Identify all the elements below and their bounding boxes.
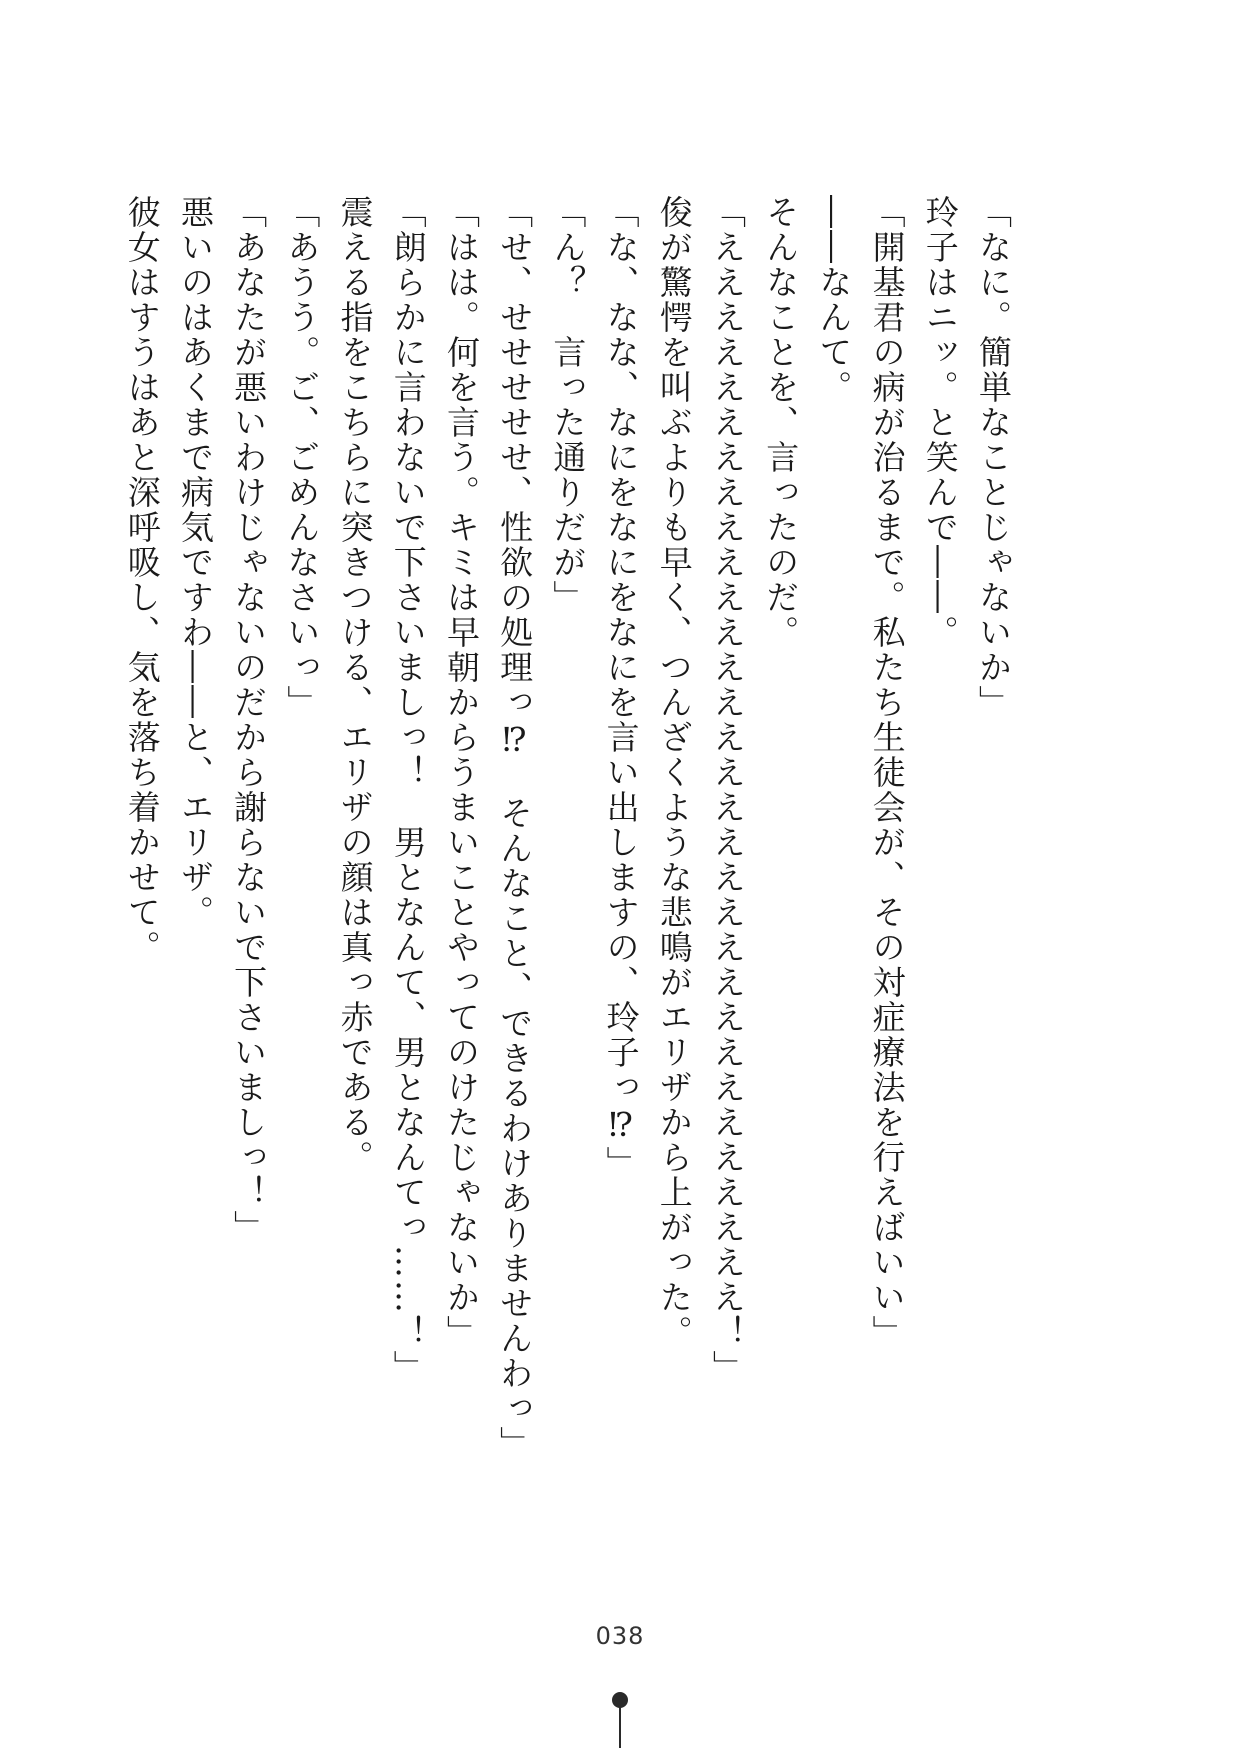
text-line: ――なんて。 [814,195,854,405]
text-line: 「あうう。ご、ごめんなさいっ」 [282,195,322,720]
text-line: 玲子はニッ。と笑んで――。 [920,195,960,650]
text-line: 俊が驚愕を叫ぶよりも早く、つんざくような悲鳴がエリザから上がった。 [654,195,694,1350]
page-ornament-line [619,1706,621,1748]
text-line: 震える指をこちらに突きつける、エリザの顔は真っ赤である。 [335,195,375,1175]
text-line: 「はは。何を言う。キミは早朝からうまいことやってのけたじゃないか」 [441,195,481,1350]
text-line: 「なに。簡単なことじゃないか」 [974,195,1013,720]
text-line: 「な、なな、なにをなにをなにを言い出しますの、玲子っ⁉」 [601,195,641,1181]
vertical-text-body [116,195,1020,1635]
text-line: 「開基君の病が治るまで。私たち生徒会が、その対症療法を行えばいい」 [867,195,907,1350]
text-line: 「あなたが悪いわけじゃないのだから謝らないで下さいましっ！」 [229,195,269,1245]
text-line: 「朗らかに言わないで下さいましっ！ 男となんて、男となんてっ……！」 [388,195,428,1385]
text-line: そんなことを、言ったのだ。 [761,195,801,650]
text-line: 「えええええええええええええええええええええええええええええええ！」 [707,195,747,1385]
page-number: 038 [595,1622,645,1650]
text-line: 悪いのはあくまで病気ですわ――と、エリザ。 [175,195,215,930]
text-line: 彼女はすうはあと深呼吸し、気を落ち着かせて。 [122,195,162,965]
text-line: 「ん？ 言った通りだが」 [548,195,588,615]
text-line: 「せ、せせせせせ、性欲の処理っ⁉ そんなこと、できるわけありませんわっ」 [495,195,535,1461]
